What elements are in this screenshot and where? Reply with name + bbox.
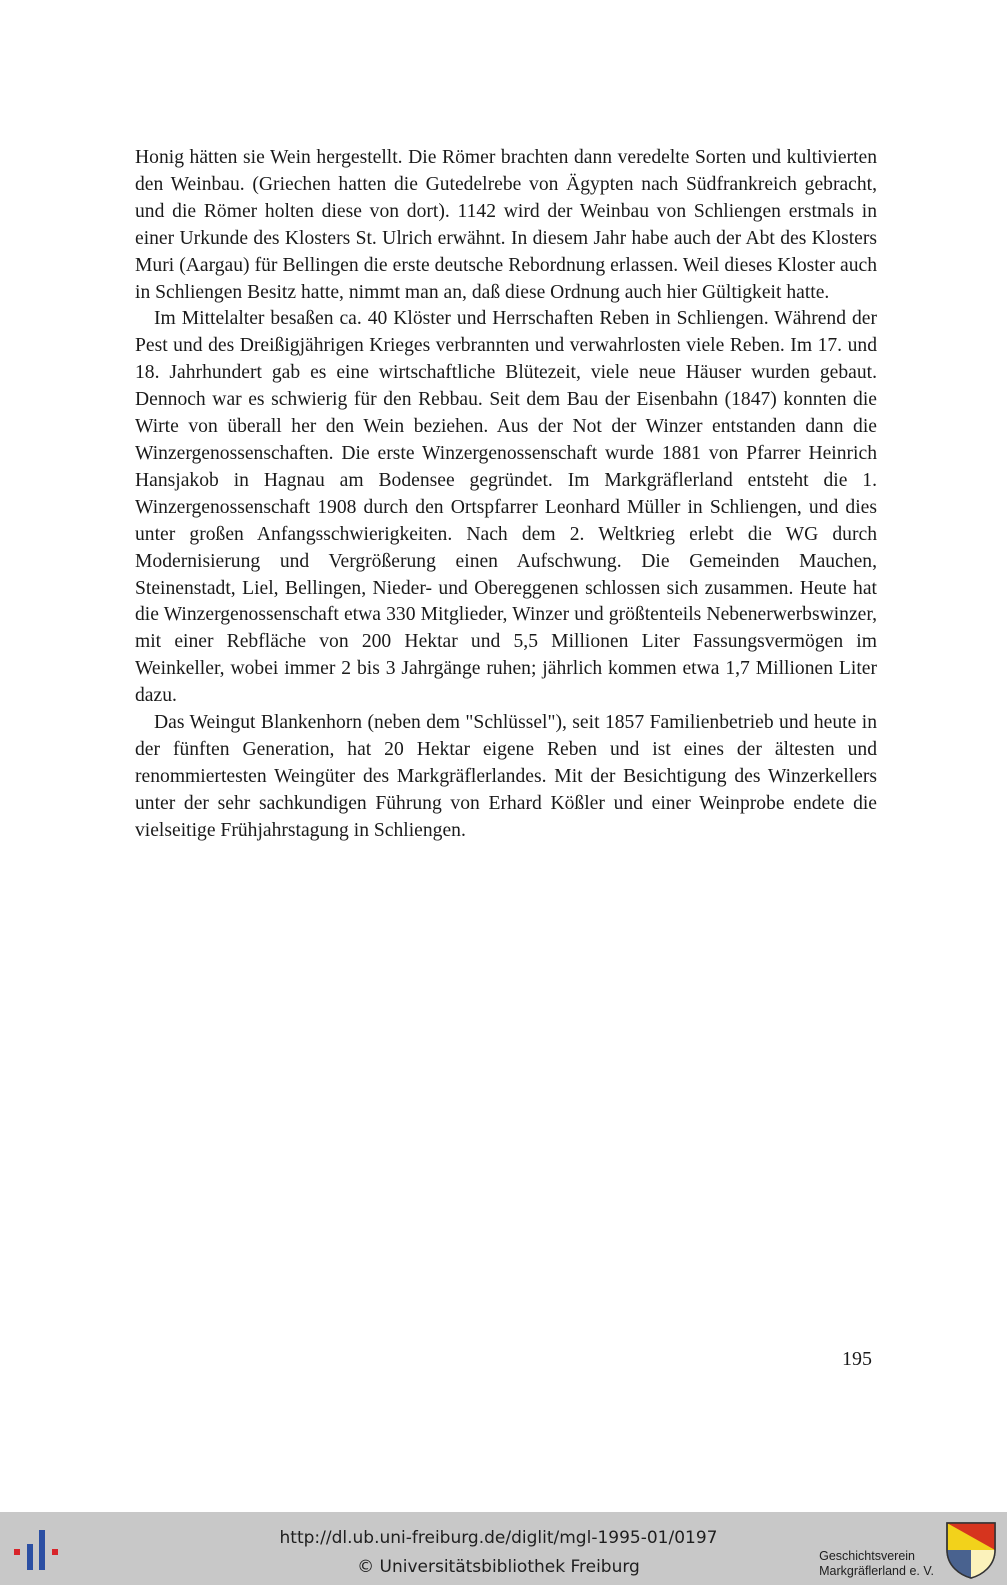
society-line-1: Geschichtsverein xyxy=(819,1549,915,1563)
coat-of-arms-icon xyxy=(944,1520,998,1580)
society-name xyxy=(819,1549,934,1579)
society-line-2: Markgräflerland e. V. xyxy=(819,1564,934,1578)
paragraph-3: Das Weingut Blankenhorn (neben dem "Schlüssel"), seit 1857 Familienbetrieb und heute in der fünften Generation, hat 20 Hektar eigene Reben und ist eines der ältesten und renommiertesten Weingüter des Markgräflerlandes. Mit der Besichtigung des Winzerkellers unter der sehr sachkundigen Führung von Erhard Kößler und einer Weinprobe endete die vielseitige Frühjahrstagung in Schliengen. xyxy=(135,712,877,841)
footer-bar xyxy=(0,1512,1007,1585)
paragraph-1: Honig hätten sie Wein hergestellt. Die Römer brachten dann veredelte Sorten und kultivierten den Weinbau. (Griechen hatten die Gutedelrebe von Ägypten nach Südfrankreich gebracht, und die Römer holten diese von dort). 1142 wird der Weinbau von Schliengen erstmals in einer Urkunde des Klosters St. Ulrich erwähnt. In diesem Jahr habe auch der Abt des Klosters Muri (Aargau) für Bellingen die erste deutsche Rebordnung erlassen. Weil dieses Kloster auch in Schliengen Besitz hatte, nimmt man an, daß diese Ordnung auch hier Gültigkeit hatte. xyxy=(135,147,877,303)
page-body xyxy=(135,145,877,845)
copyright-text: © Universitätsbibliothek Freiburg xyxy=(357,1557,640,1577)
document-url-link[interactable]: http://dl.ub.uni-freiburg.de/diglit/mgl-1995-01/0197 xyxy=(279,1528,718,1548)
paragraph-2: Im Mittelalter besaßen ca. 40 Klöster und Herrschaften Reben in Schliengen. Während der Pest und des Dreißigjährigen Krieges verbrannten und verwahrlosten viele Reben. Im 17. und 18. Jahrhundert gab es eine wirtschaftliche Blütezeit, viele neue Häuser wurden gebaut. Dennoch war es schwierig für den Rebbau. Seit dem Bau der Eisenbahn (1847) konnten die Wirte von überall her den Wein beziehen. Aus der Not der Winzer entstanden dann die Winzergenossenschaften. Die erste Winzergenossenschaft wurde 1881 von Pfarrer Heinrich Hansjakob in Hagnau am Bodensee gegründet. Im Markgräflerland entsteht die 1. Winzergenossenschaft 1908 durch den Ortspfarrer Leonhard Müller in Schliengen, und dies unter großen Anfangsschwierigkeiten. Nach dem 2. Weltkrieg erlebt die WG durch Modernisierung und Vergrößerung einen Aufschwung. Die Gemeinden Mauchen, Steinenstadt, Liel, Bellingen, Nieder- und Obereggenen schlossen sich zusammen. Heute hat die Winzergenossenschaft etwa 330 Mitglieder, Winzer und größtenteils Nebenerwerbswinzer, mit einer Rebfläche von 200 Hektar und 5,5 Millionen Liter Fassungsvermögen im Weinkeller, wobei immer 2 bis 3 Jahrgänge ruhen; jährlich kommen etwa 1,7 Millionen Liter dazu. xyxy=(135,308,877,707)
page-number: 195 xyxy=(842,1348,872,1370)
